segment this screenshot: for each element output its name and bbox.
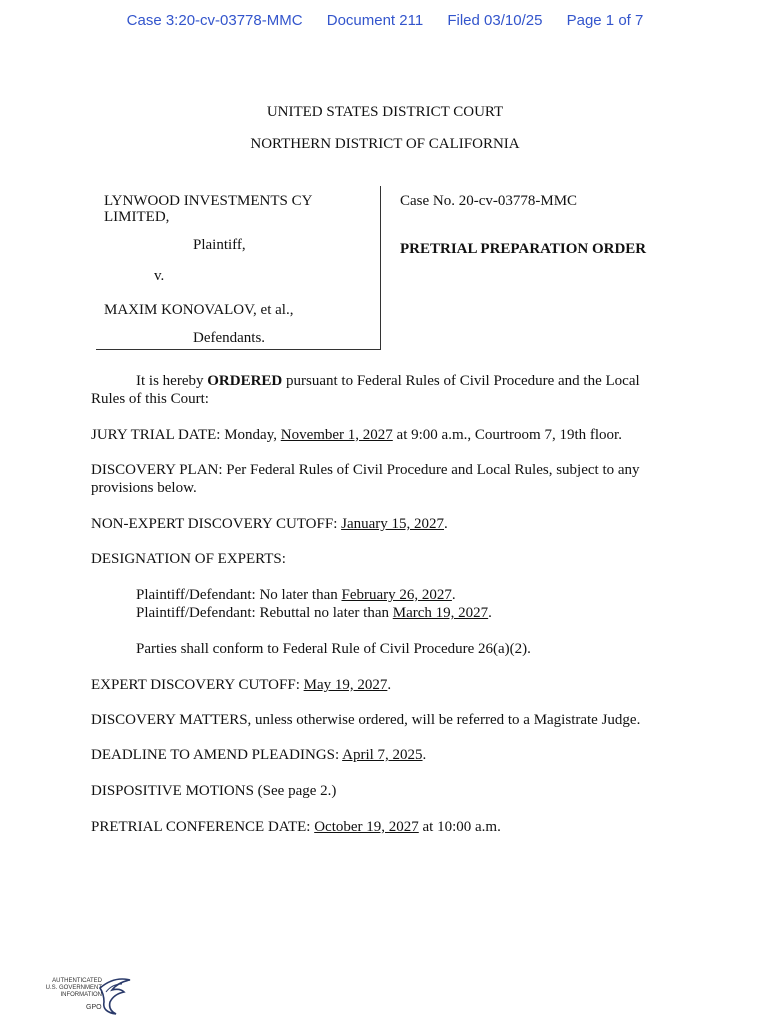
pretrial-rest: at 10:00 a.m.: [418, 819, 501, 835]
desig2-date: March 19, 2027: [392, 605, 489, 621]
plaintiff-name-line1: LYNWOOD INVESTMENTS CY: [104, 193, 313, 209]
designation-line1: [136, 587, 456, 604]
jury-date: November 1, 2027: [280, 427, 393, 443]
expert-cutoff: [91, 677, 391, 694]
court-name: UNITED STATES DISTRICT COURT: [266, 104, 504, 120]
desig1-date: February 26, 2027: [341, 587, 452, 603]
eagle-icon: [96, 974, 136, 1016]
jury-trial-date: [91, 427, 622, 444]
nonexpert-label: NON-EXPERT DISCOVERY CUTOFF:: [91, 516, 342, 532]
header-case-number: Case 3:20-cv-03778-MMC: [126, 12, 303, 29]
defendant-name: MAXIM KONOVALOV, et al.,: [104, 302, 294, 318]
intro-text: It is hereby: [136, 373, 208, 389]
jury-label: JURY TRIAL DATE: Monday,: [91, 427, 281, 443]
conform-text: Parties shall conform to Federal Rule of Civil Procedure 26(a)(2).: [136, 641, 531, 657]
intro-line2: Rules of this Court:: [91, 391, 209, 407]
logo-line1: AUTHENTICATED: [52, 978, 102, 984]
designation-heading: DESIGNATION OF EXPERTS:: [91, 551, 286, 567]
versus: v.: [154, 268, 165, 284]
period: .: [444, 516, 448, 532]
ecf-header: [0, 12, 770, 29]
amend-label: DEADLINE TO AMEND PLEADINGS:: [91, 747, 343, 763]
header-document: Document 211: [326, 12, 424, 29]
logo-line3: INFORMATION: [60, 992, 102, 998]
intro-line1: [136, 373, 640, 390]
period: .: [488, 605, 492, 621]
pretrial-conference: [91, 819, 501, 836]
defendant-label: Defendants.: [193, 330, 266, 346]
discovery-plan-line2: provisions below.: [91, 480, 197, 496]
gpo-authenticated-logo: [44, 974, 134, 1016]
designation-line2: [136, 605, 492, 622]
logo-gpo: GPO: [86, 1004, 102, 1011]
pretrial-date: October 19, 2027: [314, 819, 419, 835]
order-title: PRETRIAL PREPARATION ORDER: [400, 241, 647, 257]
nonexpert-cutoff: [91, 516, 448, 533]
plaintiff-name-line2: LIMITED,: [104, 209, 170, 225]
period: .: [387, 677, 392, 693]
period: .: [422, 747, 427, 763]
nonexpert-date: January 15, 2027: [341, 516, 445, 532]
amend-pleadings: [91, 747, 426, 764]
caption-parties: [96, 186, 381, 350]
logo-line2: U.S. GOVERNMENT: [45, 985, 102, 991]
case-number: Case No. 20-cv-03778-MMC: [400, 193, 578, 209]
ordered-text: ORDERED: [207, 373, 283, 389]
dispositive-motions: DISPOSITIVE MOTIONS (See page 2.): [91, 783, 337, 799]
jury-rest: at 9:00 a.m., Courtroom 7, 19th floor.: [392, 427, 622, 443]
logo-text: [44, 978, 102, 999]
discovery-plan-line1: DISCOVERY PLAN: Per Federal Rules of Civil Procedure and Local Rules, subject to any: [91, 462, 640, 478]
amend-date: April 7, 2025: [342, 747, 423, 763]
expert-date: May 19, 2027: [303, 677, 388, 693]
discovery-matters: DISCOVERY MATTERS, unless otherwise ordered, will be referred to a Magistrate Judge.: [91, 712, 641, 728]
intro-rest: pursuant to Federal Rules of Civil Procedure and the Local: [282, 373, 640, 389]
desig2-label: Plaintiff/Defendant: Rebuttal no later than: [136, 605, 393, 621]
plaintiff-label: Plaintiff,: [193, 237, 246, 253]
period: .: [451, 587, 456, 603]
desig1-label: Plaintiff/Defendant: No later than: [136, 587, 342, 603]
header-filed-date: Filed 03/10/25: [447, 12, 543, 29]
expert-label: EXPERT DISCOVERY CUTOFF:: [91, 677, 304, 693]
header-page: Page 1 of 7: [566, 12, 644, 29]
pretrial-label: PRETRIAL CONFERENCE DATE:: [91, 819, 315, 835]
court-district: NORTHERN DISTRICT OF CALIFORNIA: [250, 136, 520, 152]
